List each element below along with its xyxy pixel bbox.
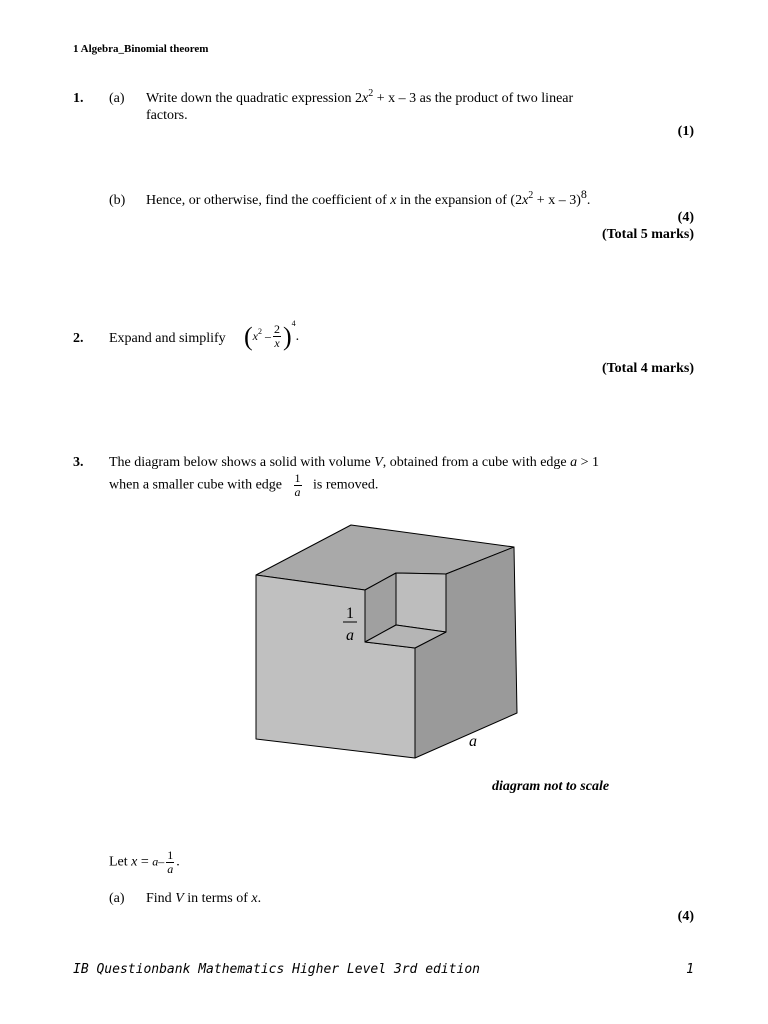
q3a-V: V [175,891,184,906]
q3-line1-end: > 1 [577,455,600,470]
q3-line1-a: a [570,455,578,470]
q3-let-minus: – [158,854,165,869]
q1a-label: (a) [109,91,125,106]
q3a-label: (a) [109,891,125,906]
q3-let-x-var: x [131,854,138,870]
q3a-text-before: Find [146,891,176,906]
q3-frac-den: a [294,485,301,499]
q2-text: Expand and simplify [109,331,226,346]
question-3-number: 3. [73,455,84,470]
q2-frac-num: 2 [274,322,280,337]
q1b-var: x [390,193,397,208]
left-paren: ( [244,322,253,351]
footer-title: IB Questionbank Mathematics Higher Level 3rd edition [73,962,480,977]
q3a-text-mid: in terms of [183,891,252,906]
q1a-text-after: + x – 3 as the product of two linear [373,91,574,106]
q3a-marks: (4) [677,909,694,924]
cavity-back-wall [396,573,446,632]
question-1-number: 1. [73,91,84,106]
question-2-number: 2. [73,331,84,346]
q3-let-eq: = [137,854,153,870]
q3a-text [146,891,261,907]
right-paren: ) [283,322,292,351]
q1a-text-before: Write down the quadratic expression 2 [146,91,362,106]
q3-line2-before: when a smaller cube with edge [109,477,282,493]
q3-line1-mid: , obtained from a cube with edge [382,455,571,470]
q1b-text-before: Hence, or otherwise, find the coefficient of [146,193,391,208]
q1a-text-line2: factors. [146,108,188,123]
q3-frac-num: 1 [294,471,301,485]
q3-let-x [109,849,180,876]
q2-end: . [295,329,300,344]
q3-line1-V: V [374,455,383,470]
q3-let-frac-den: a [167,862,174,876]
q1b-text-mid2: + x – 3) [533,193,581,208]
q3-let-end: . [176,854,180,870]
q3a-text-end: . [257,891,262,906]
q1b-label: (b) [109,193,126,208]
q2-total-marks: (Total 4 marks) [601,361,694,376]
q3-let-a: a [152,854,159,869]
document-header: 1 Algebra_Binomial theorem [73,43,209,55]
q1b-text-mid: in the expansion of (2 [396,193,523,208]
q3a-x: x [251,891,258,906]
q1b-marks: (4) [677,210,694,225]
diagram-frac-num: 1 [346,605,354,622]
q3-let-before: Let [109,854,132,870]
footer-page-number: 1 [686,962,694,977]
q1a-exp: 2 [368,88,374,99]
q1b-exp1: 2 [528,190,534,201]
q1a-marks: (1) [677,124,694,139]
diagram-frac-den: a [346,627,354,644]
q3-line1-before: The diagram below shows a solid with volume [109,455,375,470]
diagram-edge-label: a [469,733,477,750]
q1b-text-end: . [586,193,591,208]
q2-expr-minus: – [262,329,271,343]
q2-frac-den: x [274,336,280,351]
q1b-exp2: 8 [580,187,587,201]
q1-total-marks: (Total 5 marks) [601,227,694,242]
q3-line2-after: is removed. [313,477,379,493]
q1b-var2: x [522,193,529,208]
diagram-caption: diagram not to scale [492,779,610,794]
q2-expr-x: x [252,329,258,343]
q3-let-fraction [166,849,174,876]
q3-let-frac-num: 1 [167,848,174,862]
q1a-var: x [361,91,369,106]
q2-expr-exp: 2 [258,327,262,336]
q2-outer-exp: 4 [291,319,296,328]
